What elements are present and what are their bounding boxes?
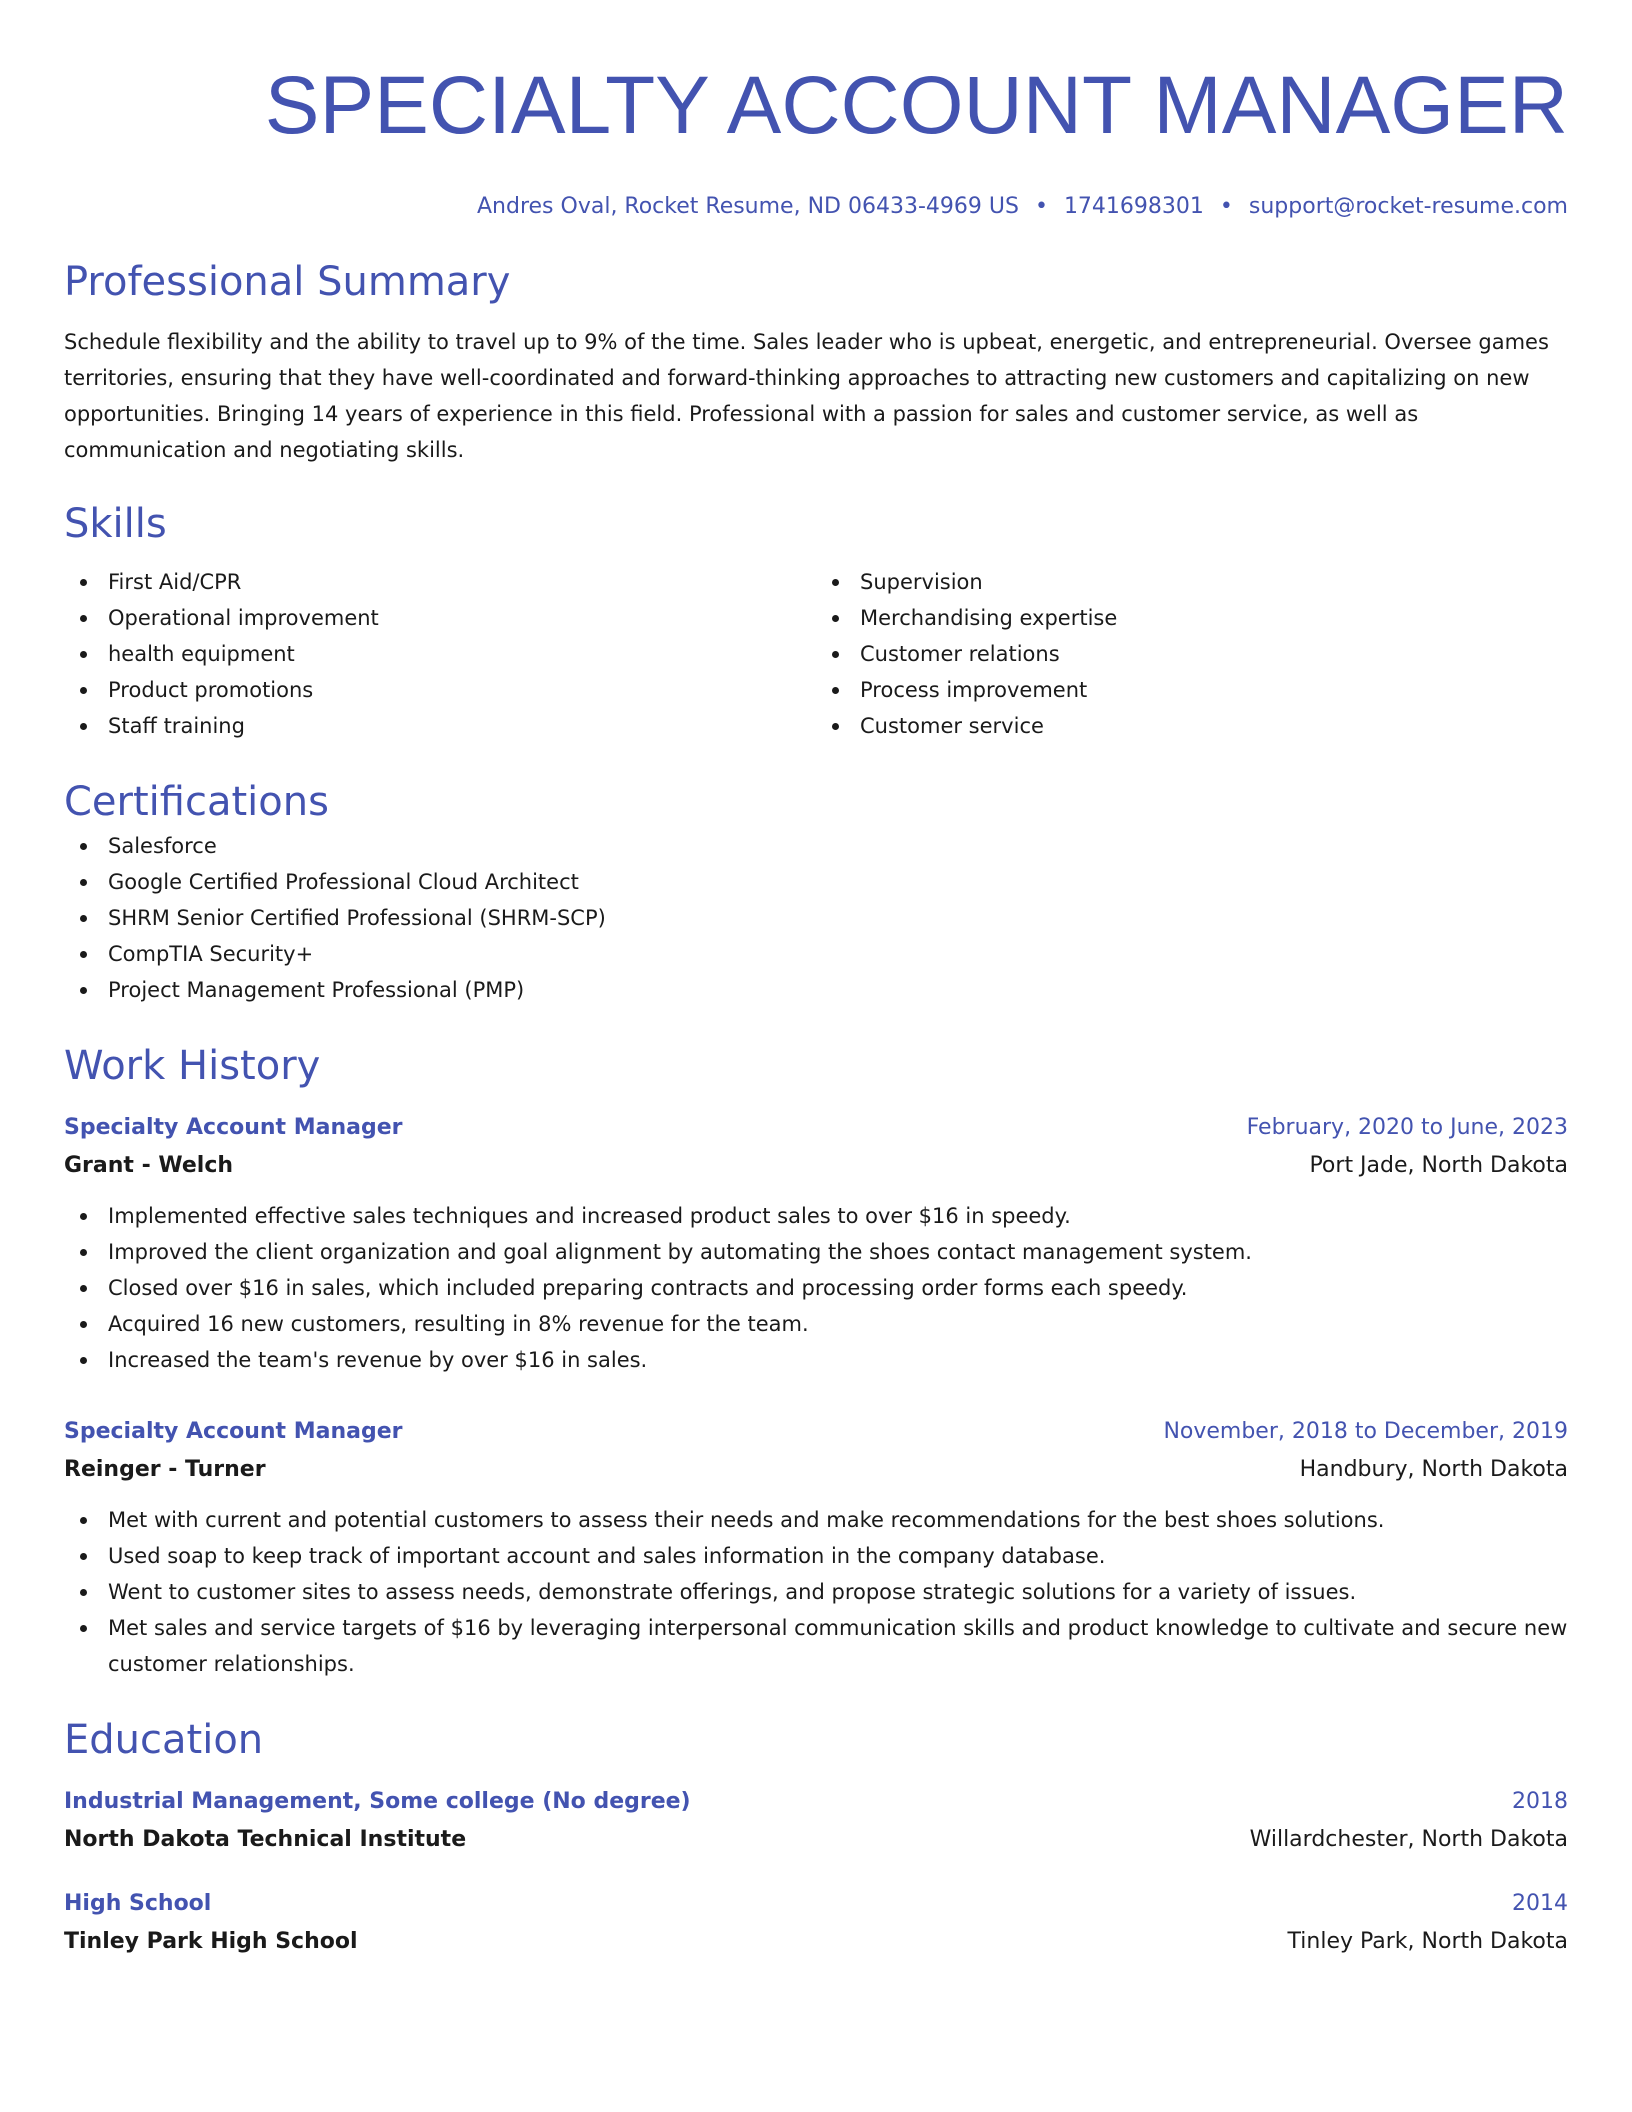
- job-bullet: Went to customer sites to assess needs, demonstrate offerings, and propose strategic solutions for a variety of issues.: [64, 1574, 1568, 1610]
- job-bullet: Acquired 16 new customers, resulting in 8% revenue for the team.: [64, 1306, 1568, 1342]
- skills-columns: [64, 564, 1568, 744]
- skill-item: Merchandising expertise: [816, 600, 1568, 636]
- job-company-row: [64, 1450, 1568, 1490]
- contact-line: [64, 192, 1568, 222]
- job-entry: [64, 1110, 1568, 1378]
- skill-item: Customer service: [816, 708, 1568, 744]
- job-header-row: [64, 1110, 1568, 1146]
- job-bullet: Met sales and service targets of $16 by leveraging interpersonal communication skills and product knowledge to cultivate and secure new customer relationships.: [64, 1610, 1568, 1682]
- education-school: North Dakota Technical Institute: [64, 1827, 467, 1852]
- skill-item: Process improvement: [816, 672, 1568, 708]
- education-year: 2018: [1512, 1789, 1568, 1814]
- job-bullet: Improved the client organization and goal alignment by automating the shoes contact management system.: [64, 1234, 1568, 1270]
- job-location: Handbury, North Dakota: [1299, 1457, 1568, 1482]
- job-company: Reinger - Turner: [64, 1457, 266, 1482]
- education-location: Tinley Park, North Dakota: [1287, 1929, 1568, 1954]
- job-bullet: Closed over $16 in sales, which included preparing contracts and processing order forms each speedy.: [64, 1270, 1568, 1306]
- education-entry: [64, 1886, 1568, 1962]
- certification-item: Salesforce: [64, 828, 1568, 864]
- education-school-row: [64, 1820, 1568, 1860]
- certifications-heading: Certifications: [64, 779, 329, 825]
- job-role: Specialty Account Manager: [64, 1115, 403, 1140]
- job-company: Grant - Welch: [64, 1153, 234, 1178]
- certification-item: Google Certified Professional Cloud Architect: [64, 864, 1568, 900]
- skill-item: Operational improvement: [64, 600, 816, 636]
- skill-item: health equipment: [64, 636, 816, 672]
- skill-item: Supervision: [816, 564, 1568, 600]
- skill-item: First Aid/CPR: [64, 564, 816, 600]
- certification-item: Project Management Professional (PMP): [64, 972, 1568, 1008]
- contact-phone: 1741698301: [1063, 194, 1204, 219]
- job-role: Specialty Account Manager: [64, 1419, 403, 1444]
- summary-text: Schedule flexibility and the ability to travel up to 9% of the time. Sales leader who is upbeat, energetic, and entrepreneurial. Oversee games territories, ensuring that they have well-coordinated and forward-thinking approaches to attracting new customers and capitalizing on new opportunities. Bringing 14 years of experience in this field. Professional with a passion for sales and customer service, as well as communication and negotiating skills.: [64, 330, 1549, 462]
- education-school-row: [64, 1922, 1568, 1962]
- education-entry: [64, 1784, 1568, 1860]
- education-school: Tinley Park High School: [64, 1929, 358, 1954]
- job-dates: February, 2020 to June, 2023: [1246, 1115, 1568, 1140]
- certifications-list: [64, 828, 1568, 1008]
- summary-heading: Professional Summary: [64, 259, 511, 305]
- contact-address: Andres Oval, Rocket Resume, ND 06433-4969 US: [477, 194, 1019, 219]
- job-location: Port Jade, North Dakota: [1309, 1153, 1568, 1178]
- job-bullet: Implemented effective sales techniques and increased product sales to over $16 in speedy.: [64, 1198, 1568, 1234]
- job-bullet: Increased the team's revenue by over $16 in sales.: [64, 1342, 1568, 1378]
- skill-item: Customer relations: [816, 636, 1568, 672]
- job-company-row: [64, 1146, 1568, 1186]
- education-location: Willardchester, North Dakota: [1249, 1827, 1568, 1852]
- job-entry: [64, 1414, 1568, 1682]
- education-header-row: [64, 1784, 1568, 1820]
- skills-right-list: [816, 564, 1568, 744]
- job-dates: November, 2018 to December, 2019: [1163, 1419, 1568, 1444]
- skills-heading: Skills: [64, 501, 167, 547]
- skills-left-list: [64, 564, 816, 744]
- skill-item: Staff training: [64, 708, 816, 744]
- certification-item: SHRM Senior Certified Professional (SHRM-SCP): [64, 900, 1568, 936]
- skill-item: Product promotions: [64, 672, 816, 708]
- certification-item: CompTIA Security+: [64, 936, 1568, 972]
- work-history-heading: Work History: [64, 1043, 321, 1089]
- job-header-row: [64, 1414, 1568, 1450]
- job-bullets: [64, 1502, 1568, 1682]
- job-bullets: [64, 1198, 1568, 1378]
- job-bullet: Met with current and potential customers to assess their needs and make recommendations for the best shoes solutions.: [64, 1502, 1568, 1538]
- education-header-row: [64, 1886, 1568, 1922]
- education-degree: Industrial Management, Some college (No degree): [64, 1789, 691, 1814]
- job-bullet: Used soap to keep track of important account and sales information in the company database.: [64, 1538, 1568, 1574]
- resume-title: SPECIALTY ACCOUNT MANAGER: [264, 60, 1568, 151]
- contact-separator: •: [1219, 194, 1233, 219]
- education-degree: High School: [64, 1891, 212, 1916]
- education-year: 2014: [1512, 1891, 1568, 1916]
- contact-email[interactable]: support@rocket-resume.com: [1248, 194, 1568, 219]
- contact-separator: •: [1034, 194, 1048, 219]
- education-heading: Education: [64, 1717, 264, 1763]
